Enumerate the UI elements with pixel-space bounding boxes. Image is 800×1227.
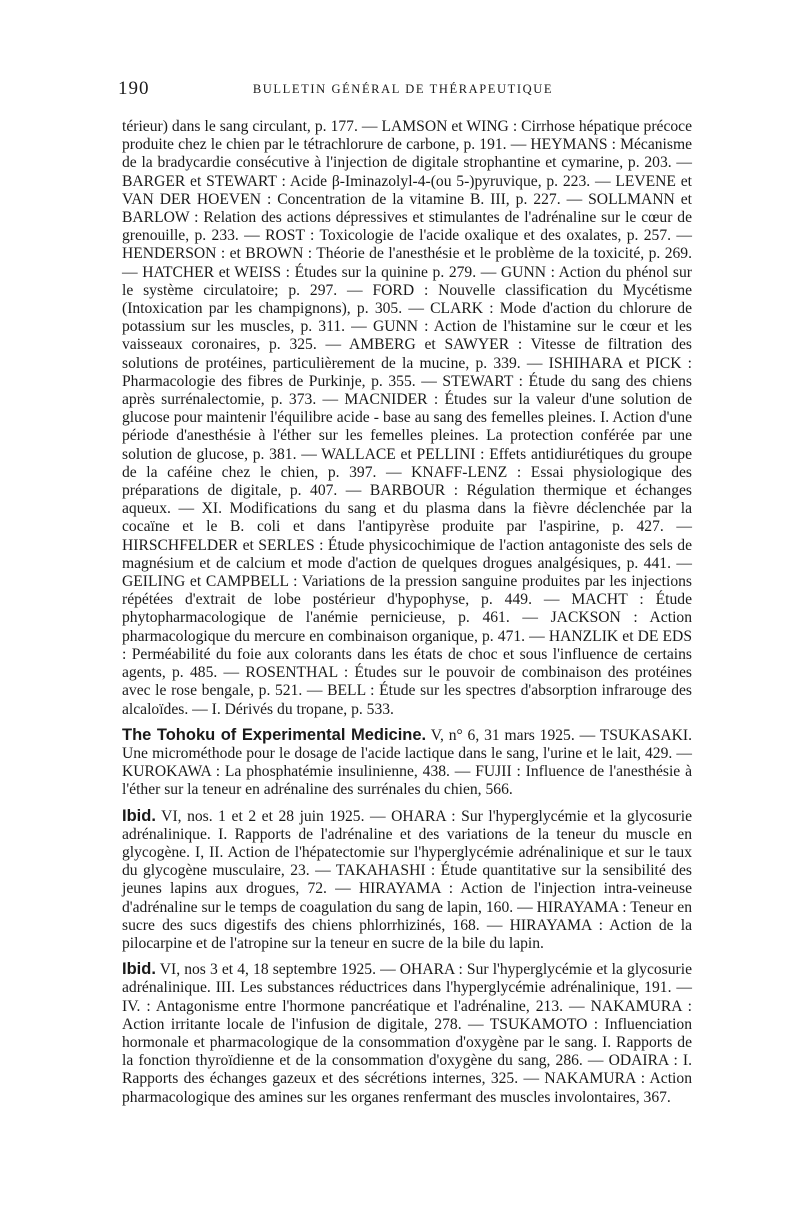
paragraph-text: VI, nos 3 et 4, 18 septembre 1925. — OHARA : Sur l'hyperglycémie et la glycosurie adrénalinique. III. Les substances réductrices dans l'hyperglycémie adrénalinique, 191. — IV. : Antagonisme entre l'hormone pancréatique et l'adrénaline, 213. — NAKAMURA : Action irritante locale de l'infusion de digitale, 278. — TSUKAMOTO : Influenciation hormonale et pharmacologique de la consommation d'oxygène par le sang. I. Rapports de la fonction thyroïdienne et de la consommation d'oxygène du sang, 286. — ODAIRA : I. Rapports des échanges gazeux et des sécrétions internes, 325. — NAKAMURA : Action pharmacologique des amines sur les organes renfermant des muscles involontaires, 367.: [122, 961, 692, 1106]
paragraph-tohoku: [122, 726, 692, 800]
paragraph-text: térieur) dans le sang circulant, p. 177. — LAMSON et WING : Cirrhose hépatique précoce produite chez le chien par le tétrachlorure de carbone, p. 191. — HEYMANS : Mécanisme de la bradycardie consécutive à l'injection de digitale strophantine et cymarine, p. 203. — BARGER et STEWART : Acide β-Iminazolyl-4-(ou 5-)pyruvique, p. 223. — LEVENE et VAN DER HOEVEN : Concentration de la vitamine B. III, p. 227. — SOLLMANN et BARLOW : Relation des actions dépressives et stimulantes de l'adrénaline sur le cœur de grenouille, p. 233. — ROST : Toxicologie de l'acide oxalique et des oxalates, p. 257. — HENDERSON : et BROWN : Théorie de l'anesthésie et le problème de la toxicité, p. 269. — HATCHER et WEISS : Études sur la quinine p. 279. — GUNN : Action du phénol sur le système circulatoire; p. 297. — FORD : Nouvelle classification du Mycétisme (Intoxication par les champignons), p. 305. — CLARK : Mode d'action du chlorure de potassium sur les muscles, p. 311. — GUNN : Action de l'histamine sur le cœur et les vaisseaux coronaires, p. 325. — AMBERG et SAWYER : Vitesse de filtration des solutions de protéines, particulièrement de la mucine, p. 339. — ISHIHARA et PICK : Pharmacologie des fibres de Purkinje, p. 355. — STEWART : Étude du sang des chiens après surrénalectomie, p. 373. — MACNIDER : Études sur la valeur d'une solution de glucose pour maintenir l'équilibre acide - base au sang des femelles pleines. I. Action d'une période d'anesthésie à l'éther sur les femelles pleines. La protection conférée par une solution de glucose, p. 381. — WALLACE et PELLINI : Effets antidiurétiques du groupe de la caféine chez le chien, p. 397. — KNAFF-LENZ : Essai physiologique des préparations de digitale, p. 407. — BARBOUR : Régulation thermique et échanges aqueux. — XI. Modifications du sang et du plasma dans la fièvre déclenchée par la cocaïne et le B. coli et dans l'antipyrèse produite par l'aspirine, p. 427. — HIRSCHFELDER et SERLES : Étude physicochimique de l'action antagoniste des sels de magnésium et de calcium et mode d'action de quelques drogues analgésiques, p. 441. — GEILING et CAMPBELL : Variations de la pression sanguine produites par les injections répétées d'extrait de lobe postérieur d'hypophyse, p. 449. — MACHT : Étude phytopharmacologique de l'anémie pernicieuse, p. 461. — JACKSON : Action pharmacologique du mercure en combinaison organique, p. 471. — HANZLIK et DE EDS : Perméabilité du foie aux colorants dans les états de choc et sous l'influence de certains agents, p. 485. — ROSENTHAL : Études sur le pouvoir de combinaison des protéines avec le rose bengale, p. 521. — BELL : Étude sur les spectres d'absorption infrarouge des alcaloïdes. — I. Dérivés du tropane, p. 533.: [122, 118, 692, 718]
paragraph-text: VI, nos. 1 et 2 et 28 juin 1925. — OHARA : Sur l'hyperglycémie et la glycosurie adrénalinique. I. Rapports de l'adrénaline et des variations de la teneur du muscle en glycogène. I, II. Action de l'hépatectomie sur l'hyperglycémie adrénalinique et sur le taux du glycogène musculaire, 23. — TAKAHASHI : Étude quantitative sur la sensibilité des jeunes lapins aux drogues, 72. — HIRAYAMA : Action de l'injection intra-veineuse d'adrénaline sur le temps de coagulation du sang de lapin, 160. — HIRAYAMA : Teneur en sucre des sucs digestifs des chiens phlorrhizinés, 168. — HIRAYAMA : Action de la pilocarpine et de l'atropine sur la teneur en sucre de la bile du lapin.: [122, 807, 692, 952]
page-number: 190: [118, 78, 150, 99]
paragraph-ibid-1: [122, 807, 692, 954]
journal-title: Ibid.: [122, 806, 156, 825]
running-header: [118, 78, 688, 102]
paragraph-continuation: [122, 118, 692, 719]
paragraph-ibid-2: [122, 960, 692, 1107]
journal-title: The Tohoku of Experimental Medicine.: [122, 725, 427, 744]
journal-title: Ibid.: [122, 960, 156, 979]
running-title: BULLETIN GÉNÉRAL DE THÉRAPEUTIQUE: [252, 82, 554, 96]
document-body: [122, 118, 692, 1107]
paragraph-text: V, n° 6, 31 mars 1925. — TSUKASAKI. Une microméthode pour le dosage de l'acide lactique dans le sang, l'urine et le lait, 429. — KUROKAWA : La phosphatémie insulinienne, 438. — FUJII : Influence de l'anesthésie à l'éther sur la teneur en adrénaline des surrénales du chien, 566.: [122, 726, 693, 799]
